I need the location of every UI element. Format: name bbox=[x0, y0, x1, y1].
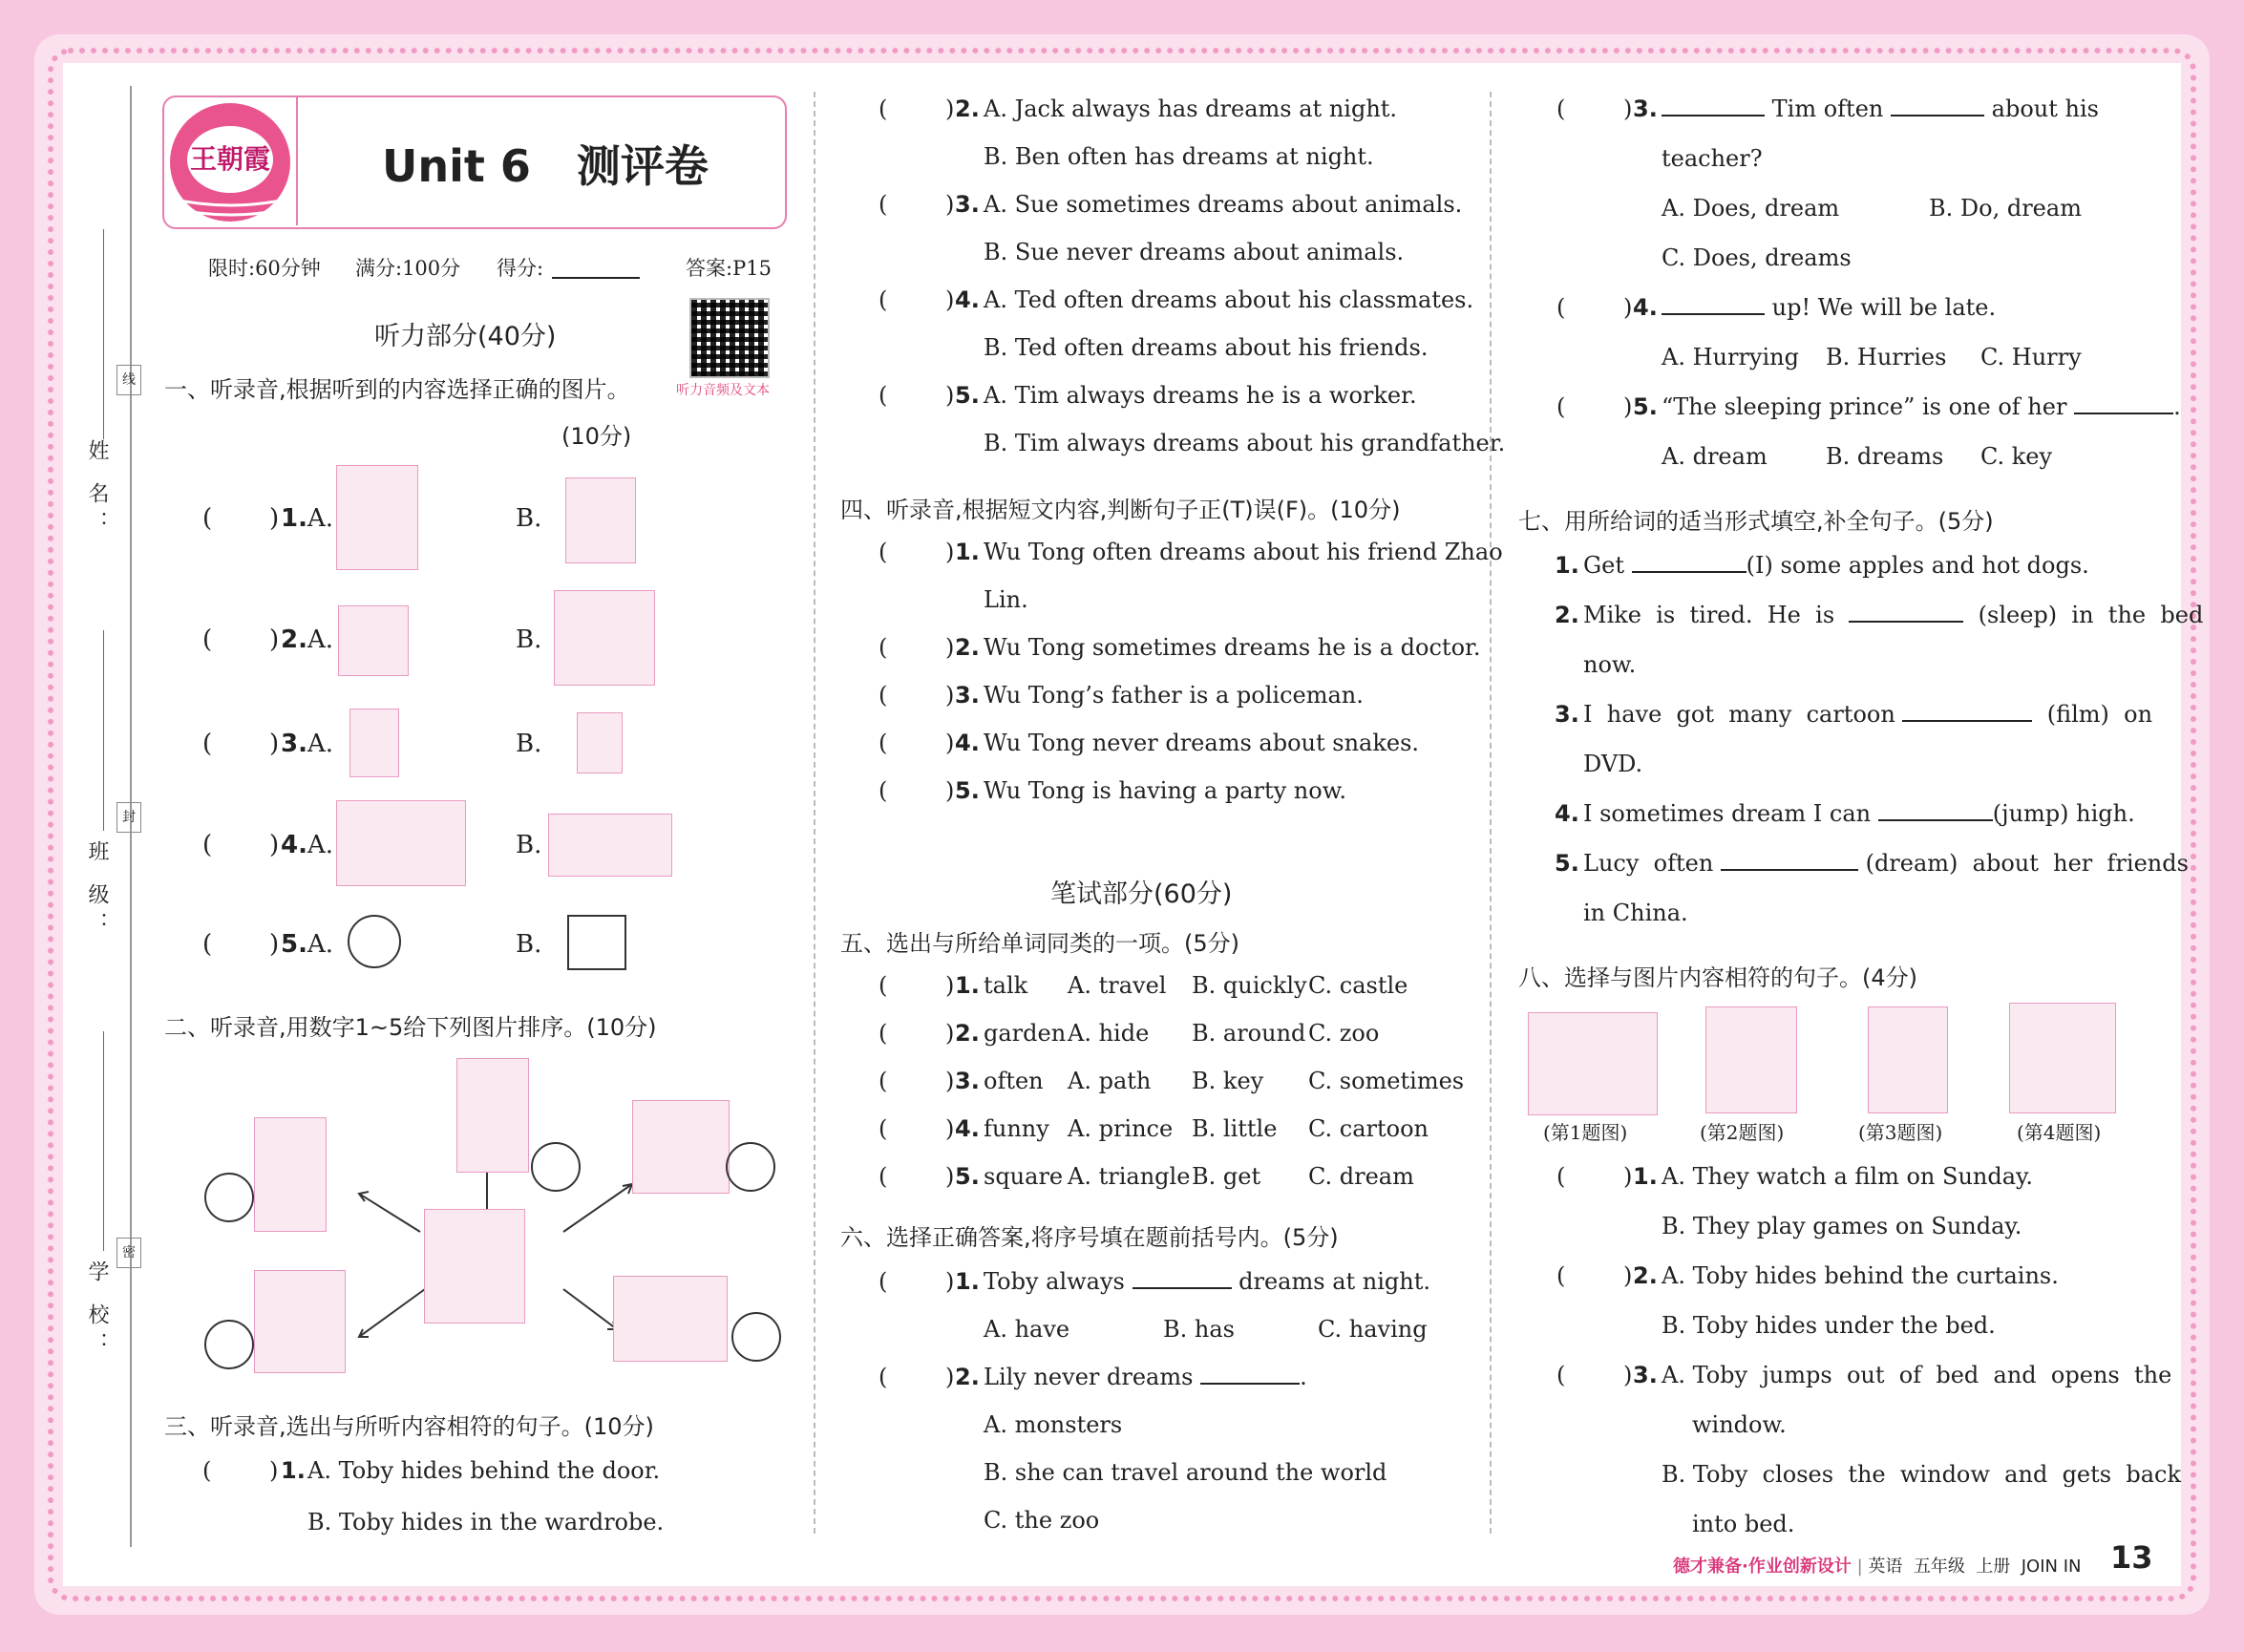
option-a: A. dream bbox=[1662, 443, 1768, 470]
answer-bracket: ( bbox=[1556, 95, 1566, 122]
option-c: C. the zoo bbox=[984, 1507, 1100, 1534]
market-picture[interactable] bbox=[336, 800, 466, 886]
page-title: Unit 6 测评卷 bbox=[382, 140, 709, 192]
statement: Wu Tong sometimes dreams he is a doctor. bbox=[984, 634, 1481, 661]
option-b: B. little bbox=[1192, 1115, 1278, 1142]
option-a: A. Toby hides behind the curtains. bbox=[1662, 1262, 2059, 1289]
window-picture[interactable] bbox=[1705, 1006, 1797, 1113]
gutter-mark-seal: 封 bbox=[116, 802, 141, 833]
footer-brand: 德才兼备·作业创新设计 bbox=[1673, 1557, 1852, 1577]
full-score: 满分:100分 bbox=[355, 257, 461, 280]
section-2-title: 二、听录音,用数字1~5给下列图片排序。(10分) bbox=[164, 1014, 657, 1041]
option-c: C. zoo bbox=[1308, 1020, 1380, 1047]
listening-title: 听力部分(40分) bbox=[374, 322, 557, 351]
page-number: 13 bbox=[2110, 1539, 2153, 1576]
question-number: 1. bbox=[281, 1457, 306, 1484]
question-number: 5. bbox=[1633, 393, 1658, 420]
sentence-start: Lily never dreams bbox=[984, 1364, 1194, 1390]
question-number: 4. bbox=[955, 730, 980, 756]
sentence-start: I sometimes dream I can bbox=[1583, 800, 1872, 827]
option-a: A. path bbox=[1068, 1068, 1152, 1094]
question-number: 2. bbox=[281, 625, 307, 654]
sentence-end: . bbox=[1300, 1364, 1307, 1390]
order-circle[interactable] bbox=[726, 1142, 775, 1192]
option-b: B. Toby closes the window and gets back bbox=[1662, 1461, 2182, 1488]
qr-code[interactable] bbox=[689, 298, 770, 378]
option-b: B. Tim always dreams about his grandfather. bbox=[984, 430, 1506, 456]
jumping-picture[interactable] bbox=[1868, 1006, 1948, 1113]
blank-field[interactable] bbox=[1662, 313, 1765, 315]
statement: Wu Tong’s father is a policeman. bbox=[984, 682, 1364, 709]
word-hint: (film) on bbox=[2046, 701, 2153, 728]
option-a: A. Jack always has dreams at night. bbox=[984, 95, 1398, 122]
order-circle[interactable] bbox=[204, 1173, 254, 1222]
answer-bracket-close: ) bbox=[945, 539, 955, 565]
lizard-picture[interactable] bbox=[632, 1100, 730, 1194]
sentence bbox=[1662, 95, 2099, 122]
option-a: A. prince bbox=[1068, 1115, 1174, 1142]
sentence-end: dreams at night. bbox=[1238, 1268, 1430, 1295]
option-c: C. having bbox=[1318, 1316, 1428, 1343]
title-divider bbox=[296, 95, 298, 225]
option-a: A. have bbox=[984, 1316, 1070, 1343]
option-a: A. They watch a film on Sunday. bbox=[1662, 1163, 2034, 1190]
zoo-picture[interactable] bbox=[613, 1276, 728, 1362]
time-limit: 限时:60分钟 bbox=[208, 257, 321, 280]
gutter-school-label: 学 校： bbox=[85, 1260, 109, 1361]
blank-field[interactable] bbox=[2074, 413, 2173, 414]
sentence bbox=[984, 1268, 1430, 1295]
gutter-mark-secret: 密 bbox=[116, 1238, 141, 1268]
section-7-title: 七、用所给词的适当形式填空,补全句子。(5分) bbox=[1518, 508, 1994, 535]
option-b: B. around bbox=[1192, 1020, 1306, 1047]
option-b: B. They play games on Sunday. bbox=[1662, 1213, 2022, 1239]
option-a: A. travel bbox=[1068, 972, 1167, 999]
word-hint: (jump) high. bbox=[1992, 800, 2135, 827]
question-number: 3. bbox=[955, 682, 980, 709]
answer-bracket-close: ) bbox=[945, 1163, 955, 1190]
gutter-mark-line: 线 bbox=[116, 365, 141, 395]
option-b-continued: into bed. bbox=[1692, 1511, 1795, 1537]
option-b: B. get bbox=[1192, 1163, 1261, 1190]
question-number: 2. bbox=[1555, 602, 1579, 628]
answer-bracket-close: ) bbox=[269, 730, 280, 758]
option-a: A. Tim always dreams he is a worker. bbox=[984, 382, 1417, 409]
bed-picture[interactable] bbox=[424, 1209, 525, 1324]
option-b: B. Sue never dreams about animals. bbox=[984, 239, 1405, 265]
question-number: 3. bbox=[281, 730, 307, 758]
option-b-label: B. bbox=[516, 730, 542, 758]
answer-bracket: ( bbox=[1556, 1262, 1566, 1289]
answer-bracket-close: ) bbox=[945, 1268, 955, 1295]
gutter-class-label: 班 级： bbox=[85, 840, 109, 941]
question-number: 1. bbox=[955, 1268, 980, 1295]
word-hint: (I) some apples and hot dogs. bbox=[1746, 552, 2089, 579]
blank-field[interactable] bbox=[1849, 621, 1963, 623]
sentence-continued: teacher? bbox=[1662, 145, 1763, 172]
question-number: 2. bbox=[955, 95, 980, 122]
answer-bracket: ( bbox=[879, 191, 888, 218]
cat-picture[interactable] bbox=[456, 1058, 529, 1173]
option-a-continued: window. bbox=[1692, 1411, 1787, 1438]
figure-caption: (第1题图) bbox=[1543, 1121, 1628, 1144]
answer-bracket-close: ) bbox=[945, 1020, 955, 1047]
column-divider bbox=[1490, 92, 1492, 1534]
section-4-title: 四、听录音,根据短文内容,判断句子正(T)误(F)。(10分) bbox=[840, 497, 1401, 523]
option-b: B. Toby hides in the wardrobe. bbox=[307, 1509, 665, 1536]
question-number: 1. bbox=[955, 539, 980, 565]
blank-field[interactable] bbox=[1133, 1287, 1232, 1289]
question-number: 4. bbox=[1633, 294, 1658, 321]
logo-text: 王朝霞 bbox=[187, 126, 273, 193]
order-circle[interactable] bbox=[531, 1142, 581, 1192]
option-c: C. key bbox=[1980, 443, 2053, 470]
answer-bracket: ( bbox=[879, 95, 888, 122]
question-number: 4. bbox=[1555, 800, 1579, 827]
question-number: 5. bbox=[281, 930, 307, 959]
answer-bracket: ( bbox=[202, 730, 213, 758]
answer-bracket-close: ) bbox=[945, 730, 955, 756]
question-number: 5. bbox=[1555, 850, 1579, 877]
answer-bracket-close: ) bbox=[945, 634, 955, 661]
sentence bbox=[1583, 800, 2135, 827]
question-number: 5. bbox=[955, 777, 980, 804]
option-c: C. Hurry bbox=[1980, 344, 2082, 371]
answer-bracket: ( bbox=[879, 972, 888, 999]
brand-logo bbox=[170, 103, 290, 222]
section-8-title: 八、选择与图片内容相符的句子。(4分) bbox=[1518, 964, 1917, 991]
sentence bbox=[1583, 552, 2089, 579]
option-b: B. Ben often has dreams at night. bbox=[984, 143, 1374, 170]
blank-field[interactable] bbox=[1632, 571, 1747, 573]
question-number: 5. bbox=[955, 382, 980, 409]
answer-bracket: ( bbox=[202, 930, 213, 959]
option-a: A. Toby jumps out of bed and opens the bbox=[1662, 1362, 2172, 1388]
statement: Wu Tong often dreams about his friend Zhao bbox=[984, 539, 1503, 565]
sentence bbox=[1583, 850, 2189, 877]
bunny-picture[interactable] bbox=[254, 1270, 346, 1373]
answer-ref: 答案:P15 bbox=[686, 257, 772, 280]
statement: Wu Tong never dreams about snakes. bbox=[984, 730, 1420, 756]
answer-bracket-close: ) bbox=[945, 1068, 955, 1094]
sentence-continued: now. bbox=[1583, 651, 1637, 678]
answer-bracket-close: ) bbox=[945, 1364, 955, 1390]
answer-bracket-close: ) bbox=[1623, 1262, 1633, 1289]
option-a-label: A. bbox=[307, 831, 334, 859]
dragon-picture[interactable] bbox=[554, 590, 655, 686]
question-number: 2. bbox=[955, 634, 980, 661]
option-b: B. dreams bbox=[1826, 443, 1944, 470]
word-hint: (sleep) in the bed bbox=[1978, 602, 2204, 628]
sentence-start: Mike is tired. He is bbox=[1583, 602, 1835, 628]
logo-stripes bbox=[170, 195, 290, 222]
answer-bracket-close: ) bbox=[1623, 95, 1633, 122]
section-3-title: 三、听录音,选出与所听内容相符的句子。(10分) bbox=[164, 1413, 654, 1440]
sentence-start: I have got many cartoon bbox=[1583, 701, 1895, 728]
given-word: talk bbox=[984, 972, 1028, 999]
blank-field[interactable] bbox=[1902, 720, 2032, 722]
answer-bracket-close: ) bbox=[945, 682, 955, 709]
cinema-picture[interactable] bbox=[1528, 1012, 1658, 1115]
answer-bracket: ( bbox=[202, 504, 213, 533]
sentence bbox=[1662, 393, 2181, 420]
footer-separator: | bbox=[1856, 1557, 1863, 1577]
question-number: 3. bbox=[1633, 95, 1658, 122]
option-a: A. Hurrying bbox=[1662, 344, 1799, 371]
figure-caption: (第4题图) bbox=[2017, 1121, 2102, 1144]
option-b: B. she can travel around the world bbox=[984, 1459, 1387, 1486]
gutter-school-line bbox=[103, 1031, 104, 1251]
answer-bracket: ( bbox=[1556, 1163, 1566, 1190]
qr-label: 听力音频及文本 bbox=[676, 383, 770, 398]
section-5-title: 五、选出与所给单词同类的一项。(5分) bbox=[840, 930, 1239, 957]
column-divider bbox=[814, 92, 815, 1534]
figure-caption: (第3题图) bbox=[1858, 1121, 1943, 1144]
sentence-start: “The sleeping prince” is one of her bbox=[1662, 393, 2067, 420]
answer-bracket: ( bbox=[202, 625, 213, 654]
answer-bracket: ( bbox=[879, 634, 888, 661]
blank-field[interactable] bbox=[1200, 1383, 1300, 1385]
option-c: C. dream bbox=[1308, 1163, 1414, 1190]
blank-field[interactable] bbox=[1721, 869, 1858, 871]
question-number: 1. bbox=[955, 972, 980, 999]
sentence bbox=[1583, 602, 2203, 628]
answer-bracket: ( bbox=[1556, 393, 1566, 420]
sleeping-picture[interactable] bbox=[2009, 1003, 2116, 1113]
sentence-start: Lucy often bbox=[1583, 850, 1714, 877]
given-word: garden bbox=[984, 1020, 1067, 1047]
answer-bracket-close: ) bbox=[1623, 393, 1633, 420]
circle-shape[interactable] bbox=[348, 915, 401, 968]
given-word: square bbox=[984, 1163, 1064, 1190]
option-b-label: B. bbox=[516, 504, 542, 533]
question-number: 2. bbox=[955, 1364, 980, 1390]
answer-bracket: ( bbox=[879, 539, 888, 565]
answer-bracket: ( bbox=[202, 831, 213, 859]
sentence-start: Toby always bbox=[984, 1268, 1125, 1295]
sentence-middle: Tim often bbox=[1771, 95, 1884, 122]
writing-title: 笔试部分(60分) bbox=[1050, 879, 1233, 909]
statement-continued: Lin. bbox=[984, 586, 1028, 613]
sentence bbox=[1583, 701, 2152, 728]
footer-info: 英语 五年级 上册 JOIN IN bbox=[1868, 1557, 2082, 1577]
option-b-label: B. bbox=[516, 930, 542, 959]
figure-caption: (第2题图) bbox=[1700, 1121, 1785, 1144]
disc-picture[interactable] bbox=[338, 605, 409, 676]
square-shape[interactable] bbox=[567, 915, 626, 970]
option-a-label: A. bbox=[307, 930, 334, 959]
option-b: B. has bbox=[1163, 1316, 1235, 1343]
option-a: A. Toby hides behind the door. bbox=[307, 1457, 661, 1484]
given-word: funny bbox=[984, 1115, 1049, 1142]
answer-bracket-close: ) bbox=[945, 1115, 955, 1142]
order-circle[interactable] bbox=[731, 1312, 781, 1362]
sentence-continued: in China. bbox=[1583, 900, 1688, 926]
option-a-label: A. bbox=[307, 730, 334, 758]
given-word: often bbox=[984, 1068, 1044, 1094]
answer-bracket: ( bbox=[202, 1457, 212, 1484]
option-a: A. Does, dream bbox=[1662, 195, 1840, 222]
sentence bbox=[984, 1364, 1307, 1390]
answer-bracket-close: ) bbox=[269, 930, 280, 959]
answer-bracket-close: ) bbox=[1623, 1163, 1633, 1190]
answer-bracket-close: ) bbox=[269, 504, 280, 533]
key-picture[interactable] bbox=[349, 709, 399, 777]
answer-bracket: ( bbox=[879, 777, 888, 804]
sentence-end: about his bbox=[1991, 95, 2099, 122]
question-number: 5. bbox=[955, 1163, 980, 1190]
rabbit-picture[interactable] bbox=[565, 477, 636, 563]
answer-bracket-close: ) bbox=[945, 95, 955, 122]
option-a: A. Sue sometimes dreams about animals. bbox=[984, 191, 1463, 218]
answer-bracket: ( bbox=[879, 286, 888, 313]
answer-bracket-close: ) bbox=[945, 191, 955, 218]
question-number: 3. bbox=[1633, 1362, 1658, 1388]
question-number: 4. bbox=[955, 286, 980, 313]
answer-bracket: ( bbox=[879, 730, 888, 756]
option-b-label: B. bbox=[516, 831, 542, 859]
gutter-name-label: 姓 名： bbox=[85, 439, 109, 540]
option-b: B. key bbox=[1192, 1068, 1264, 1094]
sentence bbox=[1662, 294, 1996, 321]
answer-bracket: ( bbox=[879, 1364, 888, 1390]
answer-bracket: ( bbox=[879, 1115, 888, 1142]
option-a-label: A. bbox=[307, 504, 334, 533]
answer-bracket-close: ) bbox=[1623, 1362, 1633, 1388]
word-hint: (dream) about her friends bbox=[1865, 850, 2189, 877]
answer-bracket: ( bbox=[1556, 294, 1566, 321]
option-a: A. triangle bbox=[1068, 1163, 1191, 1190]
option-c: C. cartoon bbox=[1308, 1115, 1429, 1142]
question-number: 1. bbox=[281, 504, 307, 533]
question-number: 4. bbox=[955, 1115, 980, 1142]
answer-bracket-close: ) bbox=[945, 286, 955, 313]
princess-picture[interactable] bbox=[254, 1117, 327, 1232]
answer-bracket-close: ) bbox=[269, 831, 280, 859]
answer-bracket: ( bbox=[879, 1068, 888, 1094]
blank-field[interactable] bbox=[1891, 115, 1984, 116]
option-b: B. Hurries bbox=[1826, 344, 1947, 371]
statement: Wu Tong is having a party now. bbox=[984, 777, 1347, 804]
answer-bracket: ( bbox=[1556, 1362, 1566, 1388]
answer-bracket-close: ) bbox=[945, 777, 955, 804]
option-b: B. quickly bbox=[1192, 972, 1307, 999]
answer-bracket: ( bbox=[879, 382, 888, 409]
section-1-title: 一、听录音,根据听到的内容选择正确的图片。 bbox=[164, 376, 630, 403]
question-number: 4. bbox=[281, 831, 307, 859]
option-b: B. Ted often dreams about his friends. bbox=[984, 334, 1429, 361]
blank-field[interactable] bbox=[1878, 819, 1993, 821]
sentence-end: up! We will be late. bbox=[1771, 294, 1997, 321]
section-6-title: 六、选择正确答案,将序号填在题前括号内。(5分) bbox=[840, 1224, 1339, 1251]
score-label: 得分: bbox=[497, 257, 544, 280]
option-b: B. Do, dream bbox=[1929, 195, 2082, 222]
option-a: A. Ted often dreams about his classmates. bbox=[984, 286, 1474, 313]
answer-bracket-close: ) bbox=[945, 972, 955, 999]
gutter-class-line bbox=[103, 630, 104, 831]
answer-bracket: ( bbox=[879, 682, 888, 709]
footer bbox=[1673, 1553, 2081, 1578]
sentence-continued: DVD. bbox=[1583, 751, 1643, 777]
gutter-name-line bbox=[103, 229, 104, 439]
answer-bracket-close: ) bbox=[269, 1457, 279, 1484]
motorbike-picture[interactable] bbox=[548, 814, 672, 877]
question-number: 2. bbox=[1633, 1262, 1658, 1289]
answer-bracket: ( bbox=[879, 1020, 888, 1047]
question-number: 3. bbox=[955, 1068, 980, 1094]
lock-picture[interactable] bbox=[577, 712, 623, 773]
option-b: B. Toby hides under the bed. bbox=[1662, 1312, 1996, 1339]
question-number: 1. bbox=[1555, 552, 1579, 579]
answer-bracket: ( bbox=[879, 1163, 888, 1190]
answer-bracket-close: ) bbox=[945, 382, 955, 409]
castle-picture[interactable] bbox=[336, 465, 418, 570]
order-circle[interactable] bbox=[204, 1320, 254, 1369]
question-number: 3. bbox=[955, 191, 980, 218]
sentence-end: . bbox=[2173, 393, 2181, 420]
option-c: C. castle bbox=[1308, 972, 1408, 999]
section-1-points: (10分) bbox=[561, 423, 632, 450]
option-c: C. Does, dreams bbox=[1662, 244, 1852, 271]
answer-bracket: ( bbox=[879, 1268, 888, 1295]
blank-field[interactable] bbox=[1662, 115, 1765, 116]
option-a-label: A. bbox=[307, 625, 334, 654]
question-number: 3. bbox=[1555, 701, 1579, 728]
option-a: A. monsters bbox=[984, 1411, 1123, 1438]
option-c: C. sometimes bbox=[1308, 1068, 1465, 1094]
answer-bracket-close: ) bbox=[269, 625, 280, 654]
option-b-label: B. bbox=[516, 625, 542, 654]
score-field[interactable] bbox=[552, 277, 640, 279]
answer-bracket-close: ) bbox=[1623, 294, 1633, 321]
option-a: A. hide bbox=[1068, 1020, 1150, 1047]
question-number: 2. bbox=[955, 1020, 980, 1047]
sentence-start: Get bbox=[1583, 552, 1625, 579]
question-number: 1. bbox=[1633, 1163, 1658, 1190]
